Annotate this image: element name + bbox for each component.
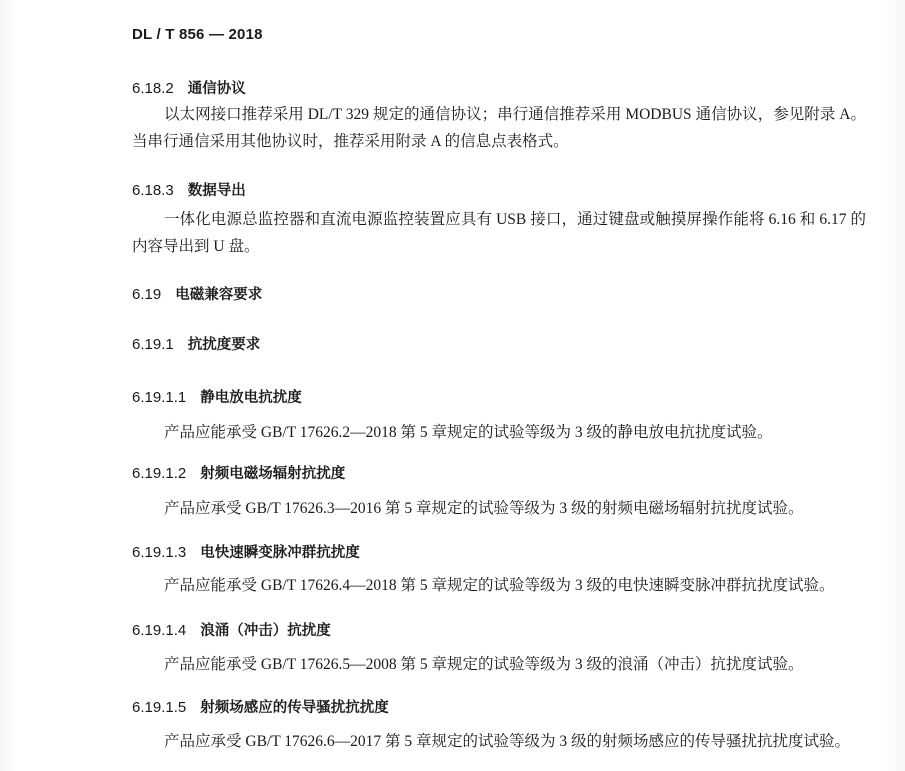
- section-title: 电快速瞬变脉冲群抗扰度: [200, 545, 360, 561]
- section-number: 6.18.2: [132, 80, 174, 97]
- section-number: 6.19.1.3: [132, 544, 187, 561]
- section-title: 数据导出: [187, 183, 246, 199]
- section-number: 6.19.1.2: [132, 465, 187, 482]
- section-number: 6.19.1.1: [132, 389, 187, 406]
- section-heading-6-19-1-4: [132, 619, 331, 640]
- section-heading-6-19-1: [132, 333, 260, 354]
- section-heading-6-18-3: [132, 179, 246, 200]
- section-title: 电磁兼容要求: [175, 287, 263, 303]
- section-number: 6.19: [132, 286, 162, 303]
- paragraph-surge-immunity: 产品应能承受 GB/T 17626.5—2008 第 5 章规定的试验等级为 3 级的浪涌（冲击）抗扰度试验。: [164, 656, 804, 673]
- section-title: 射频场感应的传导骚扰抗扰度: [200, 700, 389, 716]
- paragraph-esd-immunity: 产品应能承受 GB/T 17626.2—2018 第 5 章规定的试验等级为 3 级的静电放电抗扰度试验。: [164, 424, 773, 441]
- section-heading-6-19-1-3: [132, 541, 360, 562]
- paragraph-data-export: 一体化电源总监控器和直流电源监控装置应具有 USB 接口，通过键盘或触摸屏操作能将 6.16 和 6.17 的内容导出到 U 盘。: [132, 211, 866, 255]
- section-heading-6-19: [132, 283, 262, 304]
- section-title: 抗扰度要求: [187, 337, 261, 353]
- paragraph-communication-protocol: 以太网接口推荐采用 DL/T 329 规定的通信协议；串行通信推荐采用 MODBUS 通信协议，参见附录 A。当串行通信采用其他协议时，推荐采用附录 A 的信息点表格式。: [132, 106, 866, 150]
- section-number: 6.18.3: [132, 182, 174, 199]
- section-title: 通信协议: [187, 81, 246, 97]
- paragraph-rf-radiated-immunity: 产品应承受 GB/T 17626.3—2016 第 5 章规定的试验等级为 3 级的射频电磁场辐射抗扰度试验。: [164, 500, 804, 517]
- section-heading-6-19-1-2: [132, 462, 345, 483]
- section-title: 浪涌（冲击）抗扰度: [200, 623, 331, 639]
- section-number: 6.19.1.5: [132, 699, 187, 716]
- standard-code-header: DL / T 856 — 2018: [132, 26, 263, 43]
- section-heading-6-19-1-1: [132, 386, 302, 407]
- section-title: 射频电磁场辐射抗扰度: [200, 466, 346, 482]
- paragraph-eft-burst-immunity: 产品应能承受 GB/T 17626.4—2018 第 5 章规定的试验等级为 3 级的电快速瞬变脉冲群抗扰度试验。: [164, 577, 835, 594]
- section-number: 6.19.1.4: [132, 622, 187, 639]
- section-heading-6-18-2: [132, 77, 246, 98]
- section-heading-6-19-1-5: [132, 696, 389, 717]
- section-number: 6.19.1: [132, 336, 174, 353]
- section-title: 静电放电抗扰度: [200, 390, 302, 406]
- paragraph-conducted-rf-immunity: 产品应承受 GB/T 17626.6—2017 第 5 章规定的试验等级为 3 级的射频场感应的传导骚扰抗扰度试验。: [164, 733, 851, 750]
